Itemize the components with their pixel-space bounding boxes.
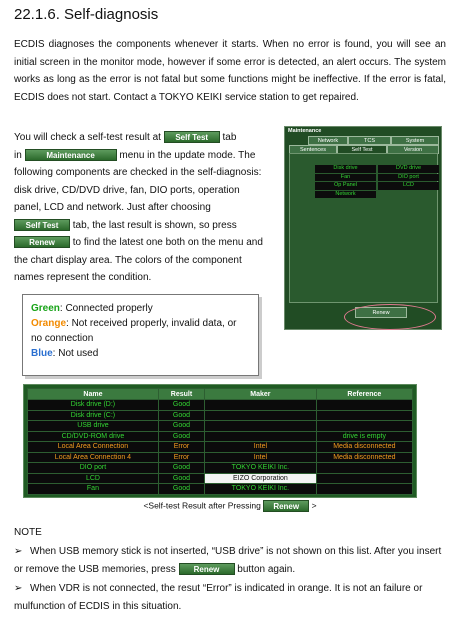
table-cell-reference (316, 484, 412, 495)
figure-caption: <Self-test Result after Pressing Renew > (143, 500, 317, 511)
table-row (28, 442, 413, 453)
maintenance-panel-title: Maintenance (288, 128, 322, 134)
table-cell-name: CD/DVD-ROM drive (28, 431, 159, 442)
component-lcd: LCD (378, 182, 439, 190)
component-op-panel: Op Panel (315, 182, 376, 190)
table-row (28, 452, 413, 463)
note-item-2: ➢ When VDR is not connected, the resut “Error” is indicated in orange. It is not an failure or mulfunction of ECDIS in this situation. (14, 580, 446, 615)
tab-network[interactable]: Network (308, 136, 348, 145)
renew-button-image: Renew (263, 500, 309, 512)
table-cell-reference: drive is empty (316, 431, 412, 442)
table-row (28, 431, 413, 442)
bullet-arrow-icon: ➢ (14, 583, 23, 594)
renew-highlight-circle (344, 304, 436, 330)
table-cell-result: Good (158, 421, 204, 432)
table-cell-result: Good (158, 431, 204, 442)
legend-blue: Blue: Not used (31, 348, 99, 359)
table-row (28, 463, 413, 474)
table-row (28, 473, 413, 484)
table-cell-reference (316, 473, 412, 484)
note-item-1: ➢ When USB memory stick is not inserted, “USB drive” is not shown on this list. After you insert or remove the USB memories, press Renew button again. (14, 543, 446, 578)
tab-self-test[interactable]: Self Test (337, 145, 387, 154)
legend-green: Green: Connected properly (31, 303, 153, 314)
component-dvd-drive: DVD drive (378, 165, 439, 173)
self-test-button-image: Self Test (164, 131, 220, 143)
table-cell-result: Error (158, 452, 204, 463)
table-cell-reference (316, 410, 412, 421)
component-dio-port: DIO port (378, 174, 439, 182)
table-cell-reference (316, 400, 412, 411)
renew-button[interactable]: Renew (355, 307, 407, 318)
table-cell-name: Fan (28, 484, 159, 495)
table-cell-maker: Intel (205, 442, 317, 453)
table-row (28, 410, 413, 421)
column-header-maker: Maker (205, 389, 317, 400)
table-cell-reference (316, 421, 412, 432)
table-cell-name: USB drive (28, 421, 159, 432)
table-cell-maker: Intel (205, 452, 317, 463)
note-title: NOTE (14, 527, 42, 538)
bullet-arrow-icon: ➢ (14, 546, 23, 557)
column-header-name: Name (28, 389, 159, 400)
column-header-reference: Reference (316, 389, 412, 400)
table-cell-name: Local Area Connection 4 (28, 452, 159, 463)
table-cell-maker (205, 410, 317, 421)
table-row (28, 421, 413, 432)
tab-sentences[interactable]: Sentences (289, 145, 337, 154)
tab-system[interactable]: System (391, 136, 439, 145)
table-cell-maker: TOKYO KEIKI Inc. (205, 463, 317, 474)
self-test-button-image: Self Test (14, 219, 70, 231)
table-cell-name: Disk drive (D:) (28, 400, 159, 411)
table-cell-maker: TOKYO KEIKI Inc. (205, 484, 317, 495)
table-cell-maker (205, 421, 317, 432)
intro-paragraph: ECDIS diagnoses the components whenever it starts. When no error is found, you will see an initial screen in the monitor mode, however if some error is detected, an alert occurs. The system works as long as the error is not fatal but some functions might be ineffective. If the error is fatal, ECDIS does not start. Contact a TOKYO KEIKI service station to get repaired. (14, 39, 446, 103)
section-heading: 22.1.6. Self-diagnosis (14, 6, 159, 23)
table-cell-name: DIO port (28, 463, 159, 474)
table-cell-result: Good (158, 400, 204, 411)
table-cell-name: Disk drive (C:) (28, 410, 159, 421)
renew-button-image: Renew (14, 236, 70, 248)
table-cell-maker (205, 400, 317, 411)
component-fan: Fan (315, 174, 376, 182)
table-cell-name: LCD (28, 473, 159, 484)
component-disk-drive: Disk drive (315, 165, 376, 173)
tab-tcs[interactable]: TCS (348, 136, 391, 145)
self-test-instructions: You will check a self-test result at Self Test tab in Maintenance menu in the update mode. The following components are checked in the self-diagnosis: disk drive, CD/DVD drive, fan, DIO ports, operation panel, LCD and network. Just after choosing Self Test tab, the last result is shown, so press Renew to find the latest one both on the menu and the chart display area. The colors of the component names represent the condition. (14, 132, 263, 283)
table-cell-result: Good (158, 484, 204, 495)
table-cell-reference: Media disconnected (316, 452, 412, 463)
table-cell-result: Good (158, 473, 204, 484)
maintenance-panel (284, 126, 442, 330)
table-row (28, 400, 413, 411)
table-cell-maker: EIZO Corporation (205, 473, 317, 484)
table-cell-result: Good (158, 410, 204, 421)
table-cell-result: Error (158, 442, 204, 453)
color-legend (22, 294, 259, 376)
table-cell-reference (316, 463, 412, 474)
component-network: Network (315, 191, 376, 199)
table-cell-reference: Media disconnected (316, 442, 412, 453)
renew-button-image: Renew (179, 563, 235, 575)
table-row (28, 484, 413, 495)
table-cell-maker (205, 431, 317, 442)
table-cell-result: Good (158, 463, 204, 474)
self-test-result-table (23, 384, 417, 498)
table-cell-name: Local Area Connection (28, 442, 159, 453)
legend-orange: Orange: Not received properly, invalid data, or no connection (31, 318, 237, 344)
column-header-result: Result (158, 389, 204, 400)
tab-version[interactable]: Version (387, 145, 439, 154)
maintenance-button-image: Maintenance (25, 149, 117, 161)
